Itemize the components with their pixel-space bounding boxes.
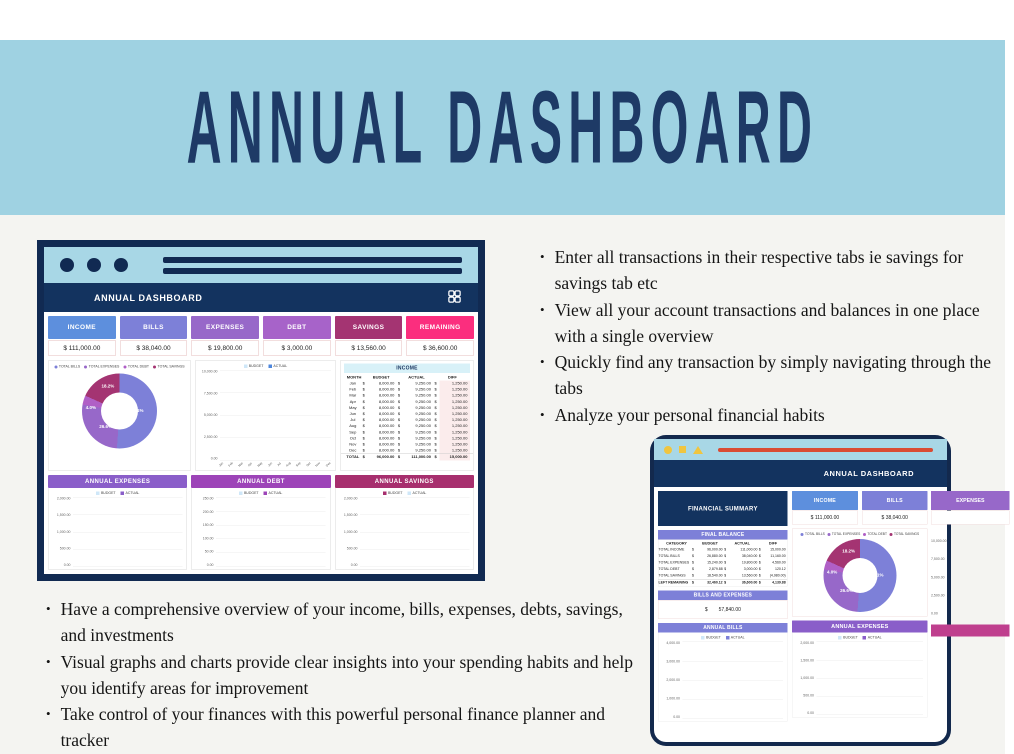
table-row: Jul $ 8,000.00 $ 9,250.00 $ 1,250.00 (341, 417, 473, 423)
overview-donut-panel (48, 360, 191, 471)
stat-card-savings (335, 316, 403, 356)
address-bar-line (718, 448, 933, 452)
stat-card-value: $ 3,000.00 (263, 340, 331, 356)
stat-card-row (792, 491, 928, 525)
legend-swatch-icon (701, 636, 705, 640)
donut-chart (823, 539, 896, 612)
y-axis: 2,000.00 1,500.00 1,000.00 500.00 0.00 (343, 497, 358, 567)
legend-swatch-icon (96, 492, 100, 496)
chart-legend: BUDGET ACTUAL (336, 488, 473, 497)
legend-swatch-icon (407, 492, 411, 496)
legend-dot-icon (889, 533, 892, 536)
final-balance-header: FINAL BALANCE (658, 530, 788, 540)
income-bar-panel (195, 360, 336, 471)
legend-swatch-icon (264, 492, 268, 496)
legend-dot-icon (153, 365, 156, 368)
y-axis: 2,000.00 1,500.00 1,000.00 500.00 0.00 (800, 641, 814, 715)
legend-swatch-icon (268, 365, 272, 369)
annual-savings-header: ANNUAL SAVINGS (335, 475, 474, 488)
y-axis: 250.00 200.00 150.00 100.00 50.00 0.00 (203, 497, 214, 567)
dashboard-body (654, 487, 1014, 742)
stat-card-label: INCOME (48, 316, 116, 339)
plot-area (683, 642, 784, 720)
overview-donut-chart (792, 529, 927, 612)
stat-card-expenses (191, 316, 259, 356)
stat-card-income (48, 316, 116, 356)
legend-dot-icon (827, 533, 830, 536)
dashboard-header (654, 460, 947, 487)
stat-card-row (44, 312, 478, 358)
bills-expenses-header: BILLS AND EXPENSES (658, 591, 788, 601)
stat-card-label: EXPENSES (931, 491, 1010, 510)
square-icon (679, 446, 686, 453)
chart-legend: BUDGET ACTUAL (196, 361, 335, 370)
right-dashboard-window (650, 435, 985, 746)
stat-card-value: $ 111,000.00 (48, 340, 116, 356)
stat-card-label: REMAINING (406, 316, 474, 339)
dashboard-body (44, 283, 478, 574)
table-row: Nov $ 8,000.00 $ 9,250.00 $ 1,250.00 (341, 442, 473, 448)
annual-expenses-chart (49, 488, 186, 569)
table-row: May $ 8,000.00 $ 9,250.00 $ 1,250.00 (341, 405, 473, 411)
plot-area (220, 370, 331, 461)
donut-slice-label: 26.6% (99, 423, 113, 429)
feature-item: • Quickly find any transaction by simply navigating through the tabs (540, 349, 1008, 402)
overview-column (792, 491, 928, 738)
overview-donut-chart (49, 361, 190, 470)
table-title: INCOME (344, 364, 470, 374)
legend-swatch-icon (244, 365, 248, 369)
annual-expenses-header: ANNUAL EXPENSES (48, 475, 187, 488)
feature-item: • Visual graphs and charts provide clear insights into your spending habits and help you identify areas for improvement (46, 649, 646, 702)
table-row: TOTAL SAVINGS $ 18,540.00 $ 13,560.00 $ (4,980.00) (658, 573, 788, 580)
stat-card-value (931, 511, 1010, 525)
table-header-row: CATEGORY BUDGET ACTUAL DIFF (658, 540, 788, 547)
table-row: LEFT REMAINING $ 32,460.12 $ 36,600.00 $ 4,139.88 (658, 579, 788, 587)
dashboard-header (44, 283, 478, 312)
clipped-column (931, 491, 1010, 738)
annual-bills-header: ANNUAL BILLS (658, 623, 788, 633)
plot-area (73, 497, 182, 567)
stat-card-bills (120, 316, 188, 356)
bullet-icon: • (540, 354, 545, 369)
table-row: Jun $ 8,000.00 $ 9,250.00 $ 1,250.00 (341, 411, 473, 417)
table-row: Jan $ 8,000.00 $ 9,250.00 $ 1,250.00 (341, 381, 473, 387)
income-table-panel (340, 360, 474, 471)
stat-card-remaining (406, 316, 474, 356)
annual-expenses-chart (792, 633, 927, 718)
title-banner (0, 40, 1005, 215)
page-title: ANNUAL DASHBOARD (186, 68, 819, 185)
annual-debt-header: ANNUAL DEBT (191, 475, 330, 488)
grid-squares-icon (447, 289, 462, 306)
final-balance-table (658, 540, 788, 587)
stat-card-bills (862, 491, 928, 525)
table-row: Sep $ 8,000.00 $ 9,250.00 $ 1,250.00 (341, 429, 473, 435)
feature-item: • Have a comprehensive overview of your income, bills, expenses, debts, savings, and investments (46, 596, 646, 649)
stat-card-label: SAVINGS (335, 316, 403, 339)
annual-expenses-header: ANNUAL EXPENSES (792, 621, 928, 633)
financial-summary-block: FINANCIAL SUMMARY (658, 491, 788, 526)
annual-bills-chart (659, 633, 788, 722)
legend-dot-icon (54, 365, 57, 368)
table-row: Oct $ 8,000.00 $ 9,250.00 $ 1,250.00 (341, 435, 473, 441)
table-row: Aug $ 8,000.00 $ 9,250.00 $ 1,250.00 (341, 423, 473, 429)
legend-dot-icon (84, 365, 87, 368)
stat-card-label: DEBT (263, 316, 331, 339)
bullet-icon: • (540, 406, 545, 422)
browser-chrome-bar (654, 439, 947, 460)
stat-card-label: EXPENSES (191, 316, 259, 339)
donut-legend: TOTAL BILLS TOTAL EXPENSES TOTAL DEBT TOTAL SAVINGS (792, 529, 927, 536)
donut-slice-label: 18.2% (101, 383, 115, 389)
feature-item: • Analyze your personal financial habits (540, 402, 1008, 428)
stat-card-label: BILLS (120, 316, 188, 339)
y-axis: 2,000.00 1,500.00 1,000.00 500.00 0.00 (56, 497, 71, 567)
legend-dot-icon (800, 533, 803, 536)
circle-icon (664, 446, 672, 454)
x-axis: Jan Feb Mar Apr May Jun Jul Aug Sep Oct Nov Dec (218, 461, 332, 468)
table-row: Feb $ 8,000.00 $ 9,250.00 $ 1,250.00 (341, 387, 473, 393)
annual-expenses-panel (48, 475, 187, 570)
stat-card-label: BILLS (862, 491, 928, 510)
plot-area (816, 642, 923, 716)
feature-item: • View all your account transactions and balances in one place with a single overview (540, 297, 1008, 350)
stat-card-value: $ 13,560.00 (335, 340, 403, 356)
charts-row (44, 358, 478, 473)
income-bar-chart (196, 361, 335, 470)
annual-savings-panel (335, 475, 474, 570)
stat-card-value: $ 38,040.00 (120, 340, 188, 356)
stat-card-value: $ 111,000.00 (792, 511, 858, 525)
legend-swatch-icon (121, 492, 125, 496)
donut-slice-label: 4.0% (85, 405, 97, 410)
legend-swatch-icon (726, 636, 730, 640)
donut-slice-label: 4.0% (826, 569, 837, 575)
bullet-icon: • (46, 706, 51, 721)
table-row: TOTAL EXPENSES $ 15,240.00 $ 19,800.00 $ 4,560.00 (658, 560, 788, 567)
chart-legend: BUDGET ACTUAL (792, 633, 927, 642)
stat-card-value: $ 38,040.00 (862, 511, 928, 525)
left-dashboard-window (37, 240, 485, 581)
bills-expenses-value: $ 57,840.00 (658, 600, 788, 619)
legend-swatch-icon (838, 636, 842, 640)
table-row: TOTAL $ 96,000.00 $ 111,000.00 $ 15,000.00 (341, 454, 473, 461)
bullet-icon: • (46, 601, 51, 616)
donut-legend: TOTAL BILLS TOTAL EXPENSES TOTAL DEBT TOTAL SAVINGS (49, 361, 190, 370)
stat-card-debt (263, 316, 331, 356)
annual-debt-panel (191, 475, 330, 570)
browser-chrome-bar (44, 247, 478, 283)
feature-item: • Enter all transactions in their respective tabs ie savings for savings tab etc (540, 244, 1008, 297)
plot-area (360, 497, 469, 567)
table-row: TOTAL DEBT $ 2,879.88 $ 3,000.00 $ 120.12 (658, 566, 788, 573)
window-dot-icon (60, 258, 74, 272)
donut-slice-label: 26.6% (839, 587, 853, 593)
donut-slice-label: 51.1% (870, 572, 884, 578)
table-header-row: MONTH BUDGET ACTUAL DIFF (346, 375, 457, 380)
summary-column (658, 491, 788, 738)
table-row: TOTAL BILLS $ 26,880.00 $ 38,040.00 $ 11,160.00 (658, 553, 788, 560)
plot-area (216, 497, 325, 567)
legend-dot-icon (123, 365, 126, 368)
stat-card-income (792, 491, 858, 525)
table-row: Dec $ 8,000.00 $ 9,250.00 $ 1,250.00 (341, 448, 473, 454)
chart-legend: BUDGET ACTUAL (659, 633, 788, 642)
feature-item: • Take control of your finances with this powerful personal finance planner and tracker (46, 701, 646, 754)
y-axis: 10,000.00 7,500.00 5,000.00 2,500.00 0.00 (201, 370, 218, 461)
table-row: Apr $ 8,000.00 $ 9,250.00 $ 1,250.00 (341, 399, 473, 405)
triangle-icon (693, 446, 703, 454)
window-dot-icon (87, 258, 101, 272)
clipped-axis-labels: 10,000.00 7,500.00 5,000.00 2,500.00 0.00 (931, 539, 947, 616)
overview-donut-panel (792, 529, 928, 617)
legend-swatch-icon (862, 636, 866, 640)
legend-dot-icon (863, 533, 866, 536)
chart-legend: BUDGET ACTUAL (192, 488, 329, 497)
dashboard-title: ANNUAL DASHBOARD (94, 292, 203, 303)
chart-legend: BUDGET ACTUAL (49, 488, 186, 497)
stat-card-value: $ 19,800.00 (191, 340, 259, 356)
feature-list-top (540, 244, 1008, 428)
bullet-icon: • (540, 301, 545, 317)
bullet-icon: • (46, 653, 51, 669)
dashboard-title: ANNUAL DASHBOARD (823, 469, 914, 478)
annual-debt-chart (192, 488, 329, 569)
donut-slice-label: 18.2% (842, 548, 855, 554)
legend-swatch-icon (383, 492, 387, 496)
donut-slice-label: 51.1% (130, 408, 144, 413)
address-bar-lines (163, 252, 462, 279)
legend-swatch-icon (239, 492, 243, 496)
stat-card-label: INCOME (792, 491, 858, 510)
stat-card-value: $ 36,600.00 (406, 340, 474, 356)
bullet-icon: • (540, 249, 545, 264)
income-table (341, 364, 473, 473)
table-row: TOTAL INCOME $ 96,000.00 $ 111,000.00 $ 15,000.00 (658, 547, 788, 554)
table-row: Mar $ 8,000.00 $ 9,250.00 $ 1,250.00 (341, 393, 473, 399)
feature-list-bottom (46, 596, 646, 754)
clipped-chart-header (931, 625, 1010, 637)
bottom-charts-row (44, 473, 478, 574)
y-axis: 4,000.00 3,000.00 2,000.00 1,000.00 0.00 (666, 641, 680, 719)
annual-savings-chart (336, 488, 473, 569)
window-dot-icon (114, 258, 128, 272)
donut-chart (82, 374, 157, 449)
